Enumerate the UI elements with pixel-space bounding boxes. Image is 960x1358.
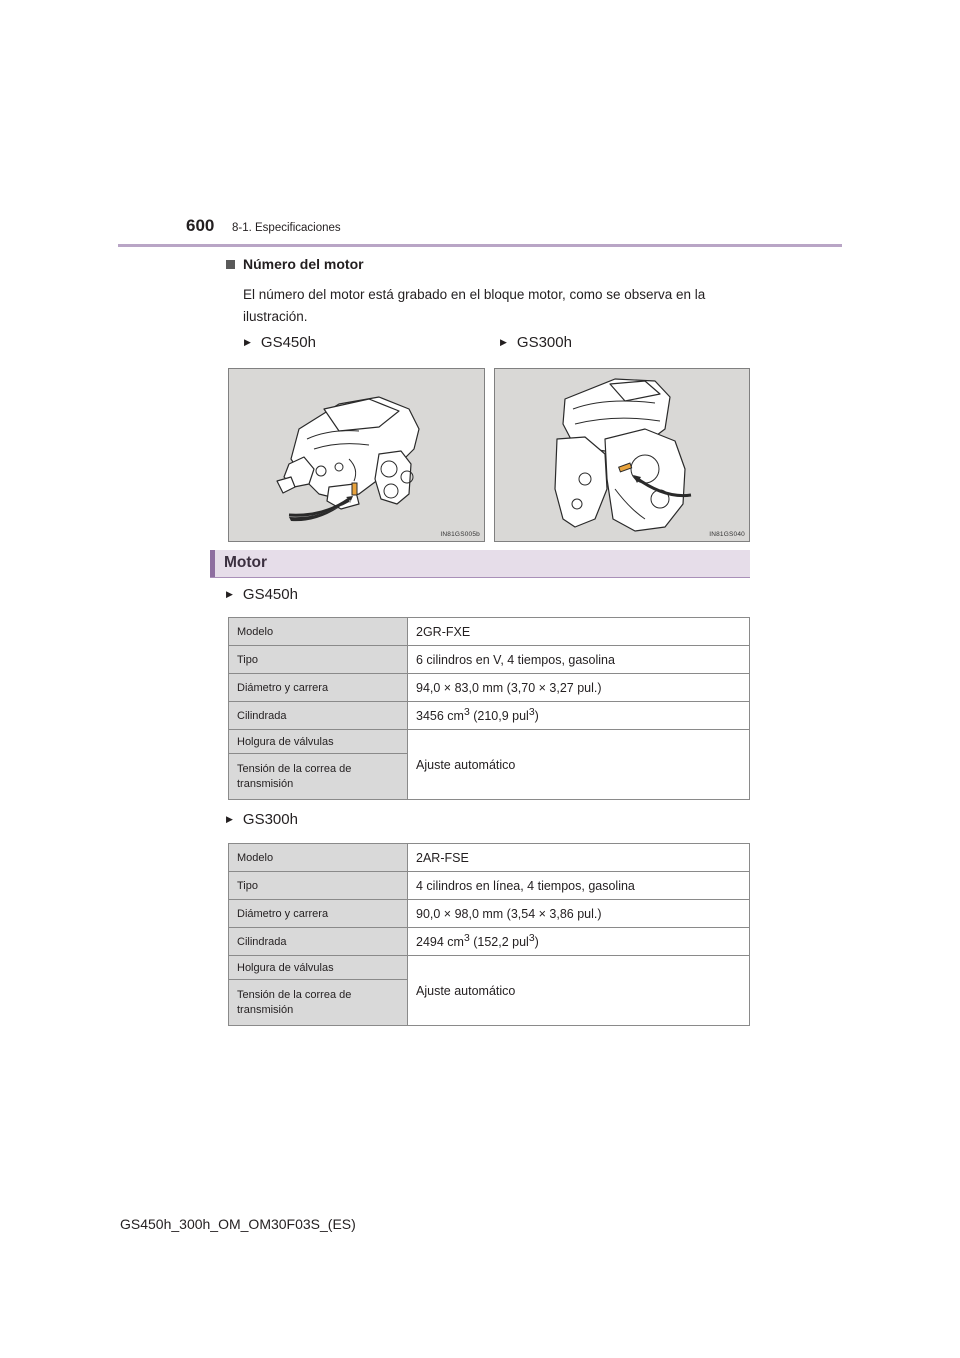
row-label: Cilindrada xyxy=(229,928,408,956)
row-value: Ajuste automático xyxy=(408,730,750,800)
bullet-square-icon xyxy=(226,260,235,269)
engine-drawing-inline4 xyxy=(495,369,751,543)
row-value xyxy=(408,702,750,730)
variant-label-gs450h xyxy=(244,334,316,351)
row-label: Tipo xyxy=(229,872,408,900)
row-label: Cilindrada xyxy=(229,702,408,730)
section-header: 8-1. Especificaciones xyxy=(232,222,341,234)
table-label-text: GS450h xyxy=(242,586,298,603)
value-sup: 3 xyxy=(528,707,535,719)
row-value: 94,0 × 83,0 mm (3,70 × 3,27 pul.) xyxy=(408,674,750,702)
row-label: Modelo xyxy=(229,618,408,646)
table-row xyxy=(229,844,750,872)
row-value: 2AR-FSE xyxy=(408,844,750,872)
spec-table-gs450h xyxy=(228,617,750,800)
row-label: Diámetro y carrera xyxy=(229,674,408,702)
value-sup: 3 xyxy=(463,933,470,945)
triangle-icon: ▶ xyxy=(244,337,251,347)
row-value: 4 cilindros en línea, 4 tiempos, gasolina xyxy=(408,872,750,900)
row-value: Ajuste automático xyxy=(408,956,750,1026)
row-label: Tensión de la correa de transmisión xyxy=(229,754,408,800)
header-divider xyxy=(118,244,842,247)
triangle-icon: ▶ xyxy=(226,589,233,599)
table-label-text: GS300h xyxy=(242,811,298,828)
engine-illustration-gs300h xyxy=(494,368,750,542)
footer-doc-code: GS450h_300h_OM_OM30F03S_(ES) xyxy=(120,1216,356,1232)
motor-section-title: Motor xyxy=(224,554,268,571)
value-text: (152,2 pul xyxy=(469,935,529,950)
value-sup: 3 xyxy=(528,933,535,945)
row-value: 6 cilindros en V, 4 tiempos, gasolina xyxy=(408,646,750,674)
row-label: Tipo xyxy=(229,646,408,674)
table-row xyxy=(229,730,750,754)
value-text: 3456 cm xyxy=(416,709,464,724)
row-label: Tensión de la correa de transmisión xyxy=(229,980,408,1026)
table-row xyxy=(229,956,750,980)
variant-label-text: GS450h xyxy=(260,334,316,351)
table-row xyxy=(229,646,750,674)
row-label: Diámetro y carrera xyxy=(229,900,408,928)
value-text: 2494 cm xyxy=(416,935,464,950)
illustration-code: IN81GS040 xyxy=(709,531,745,538)
triangle-icon: ▶ xyxy=(226,814,233,824)
variant-label-text: GS300h xyxy=(516,334,572,351)
table-row xyxy=(229,618,750,646)
row-value xyxy=(408,928,750,956)
engine-illustration-gs450h xyxy=(228,368,485,542)
table-row xyxy=(229,872,750,900)
value-sup: 3 xyxy=(463,707,470,719)
table-row xyxy=(229,900,750,928)
table-label-gs300h xyxy=(226,811,298,828)
engine-number-heading: Número del motor xyxy=(243,256,364,272)
row-value: 90,0 × 98,0 mm (3,54 × 3,86 pul.) xyxy=(408,900,750,928)
row-label: Holgura de válvulas xyxy=(229,956,408,980)
value-text: ) xyxy=(534,709,539,724)
row-label: Modelo xyxy=(229,844,408,872)
triangle-icon: ▶ xyxy=(500,337,507,347)
row-label: Holgura de válvulas xyxy=(229,730,408,754)
section-bar-accent xyxy=(210,550,215,577)
motor-section-bar xyxy=(210,550,750,578)
illustration-code: IN81GS005b xyxy=(440,531,480,538)
table-row xyxy=(229,702,750,730)
table-row xyxy=(229,928,750,956)
spec-table-gs300h xyxy=(228,843,750,1026)
variant-label-gs300h xyxy=(500,334,572,351)
table-row xyxy=(229,674,750,702)
page-number: 600 xyxy=(186,216,215,235)
value-text: (210,9 pul xyxy=(469,709,529,724)
engine-number-text: El número del motor está grabado en el bloque motor, como se observa en la ilustración. xyxy=(243,287,706,324)
engine-drawing-v6 xyxy=(229,369,486,543)
table-label-gs450h xyxy=(226,586,298,603)
row-value: 2GR-FXE xyxy=(408,618,750,646)
value-text: ) xyxy=(534,935,539,950)
